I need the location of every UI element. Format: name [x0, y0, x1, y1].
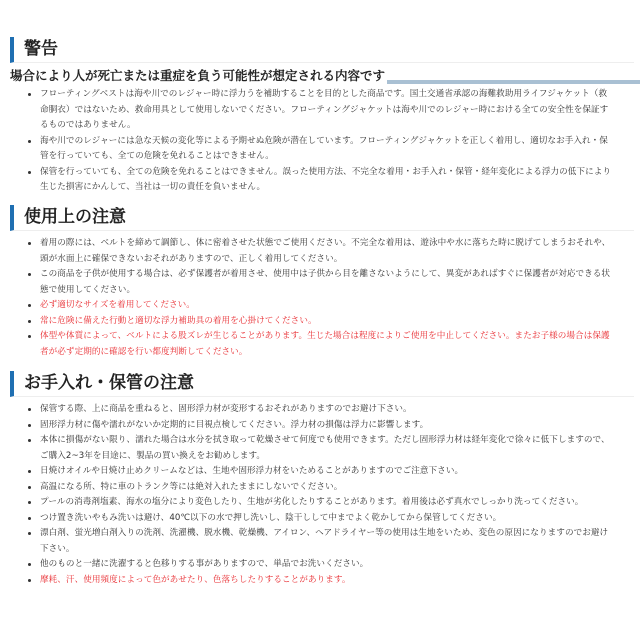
heading-text: 警告 [24, 39, 58, 59]
list-item: 常に危険に備えた行動と適切な浮力補助具の着用を心掛けてください。 [40, 314, 612, 330]
list-item: 日焼けオイルや日焼け止めクリームなどは、生地や固形浮力材をいためることがありますのでご注意下さい。 [40, 464, 612, 480]
list-item: 高温になる所、特に車のトランク等には絶対入れたままにしないでください。 [40, 480, 612, 496]
section-heading-care [10, 371, 634, 397]
section-heading-warning [10, 37, 634, 63]
list-item: 固形浮力材に傷や濡れがないか定期的に目視点検してください。浮力材の損傷は浮力に影響します。 [40, 418, 612, 434]
care-list [0, 402, 612, 588]
warning-subheading [10, 68, 640, 86]
warning-list [0, 87, 612, 196]
subheading-text: 場合により人が死亡または重症を負う可能性が想定される内容です [10, 68, 386, 83]
list-item: 摩耗、汗、使用頻度によって色があせたり、色落ちしたりすることがあります。 [40, 573, 612, 589]
list-item: 保管する際、上に商品を重ねると、固形浮力材が変形するおそれがありますのでお避け下さい。 [40, 402, 612, 418]
usage-list [0, 236, 612, 360]
list-item: 他のものと一緒に洗濯すると色移りする事がありますので、単品でお洗いください。 [40, 557, 612, 573]
heading-text: お手入れ・保管の注意 [24, 373, 194, 393]
section-heading-usage [10, 205, 634, 231]
list-item: つけ置き洗いやもみ洗いは避け、40℃以下の水で押し洗いし、陰干しして中までよく乾かしてから保管してください。 [40, 511, 612, 527]
list-item: プールの消毒剤塩素、海水の塩分により変色したり、生地が劣化したりすることがあります。着用後は必ず真水でしっかり洗ってください。 [40, 495, 612, 511]
list-item: 海や川でのレジャーには急な天候の変化等による予期せぬ危険が潜在しています。フローティングジャケットを正しく着用し、適切なお手入れ・保管を行っていても、全ての危険を免れることはできません。 [40, 134, 612, 165]
list-item: 漂白剤、蛍光増白剤入りの洗剤、洗濯機、脱水機、乾燥機、アイロン、ヘアドライヤー等の使用は生地をいため、変色の原因になりますのでお避け下さい。 [40, 526, 612, 557]
list-item: 本体に損傷がない限り、濡れた場合は水分を拭き取って乾燥させて何度でも使用できます。ただし固形浮力材は経年変化で徐々に低下しますので、ご購入2~3年を目途に、製品の買い換えをお勧めします。 [40, 433, 612, 464]
list-item: 体型や体質によって、ベルトによる股ズレが生じることがあります。生じた場合は程度によりご使用を中止してください。またお子様の場合は保護者が必ず定期的に確認を行い都度判断してください。 [40, 329, 612, 360]
heading-text: 使用上の注意 [24, 207, 126, 227]
list-item: 必ず適切なサイズを着用してください。 [40, 298, 612, 314]
list-item: この商品を子供が使用する場合は、必ず保護者が着用させ、使用中は子供から目を離さないようにして、異変があればすぐに保護者が対応できる状態で使用してください。 [40, 267, 612, 298]
list-item: フローティングベストは海や川でのレジャー時に浮力うを補助することを目的とした商品です。国土交通省承認の海難救助用ライフジャケット（救命胴衣）ではないため、救命用具として使用しないでください。フローティングジャケットは海や川でのレジャー時における全ての安全性を保証するものではありません。 [40, 87, 612, 134]
list-item: 保管を行っていても、全ての危険を免れることはできません。誤った使用方法、不完全な着用・お手入れ・保管・経年変化による浮力の低下により生じた損害にかんして、当社は一切の責任を負いません。 [40, 165, 612, 196]
list-item: 着用の際には、ベルトを締めて調節し、体に密着させた状態でご使用ください。不完全な着用は、遊泳中や水に落ちた時に脱げてしまうおそれや、頭が水面上に確保できないおそれがありますので、正しく着用してください。 [40, 236, 612, 267]
